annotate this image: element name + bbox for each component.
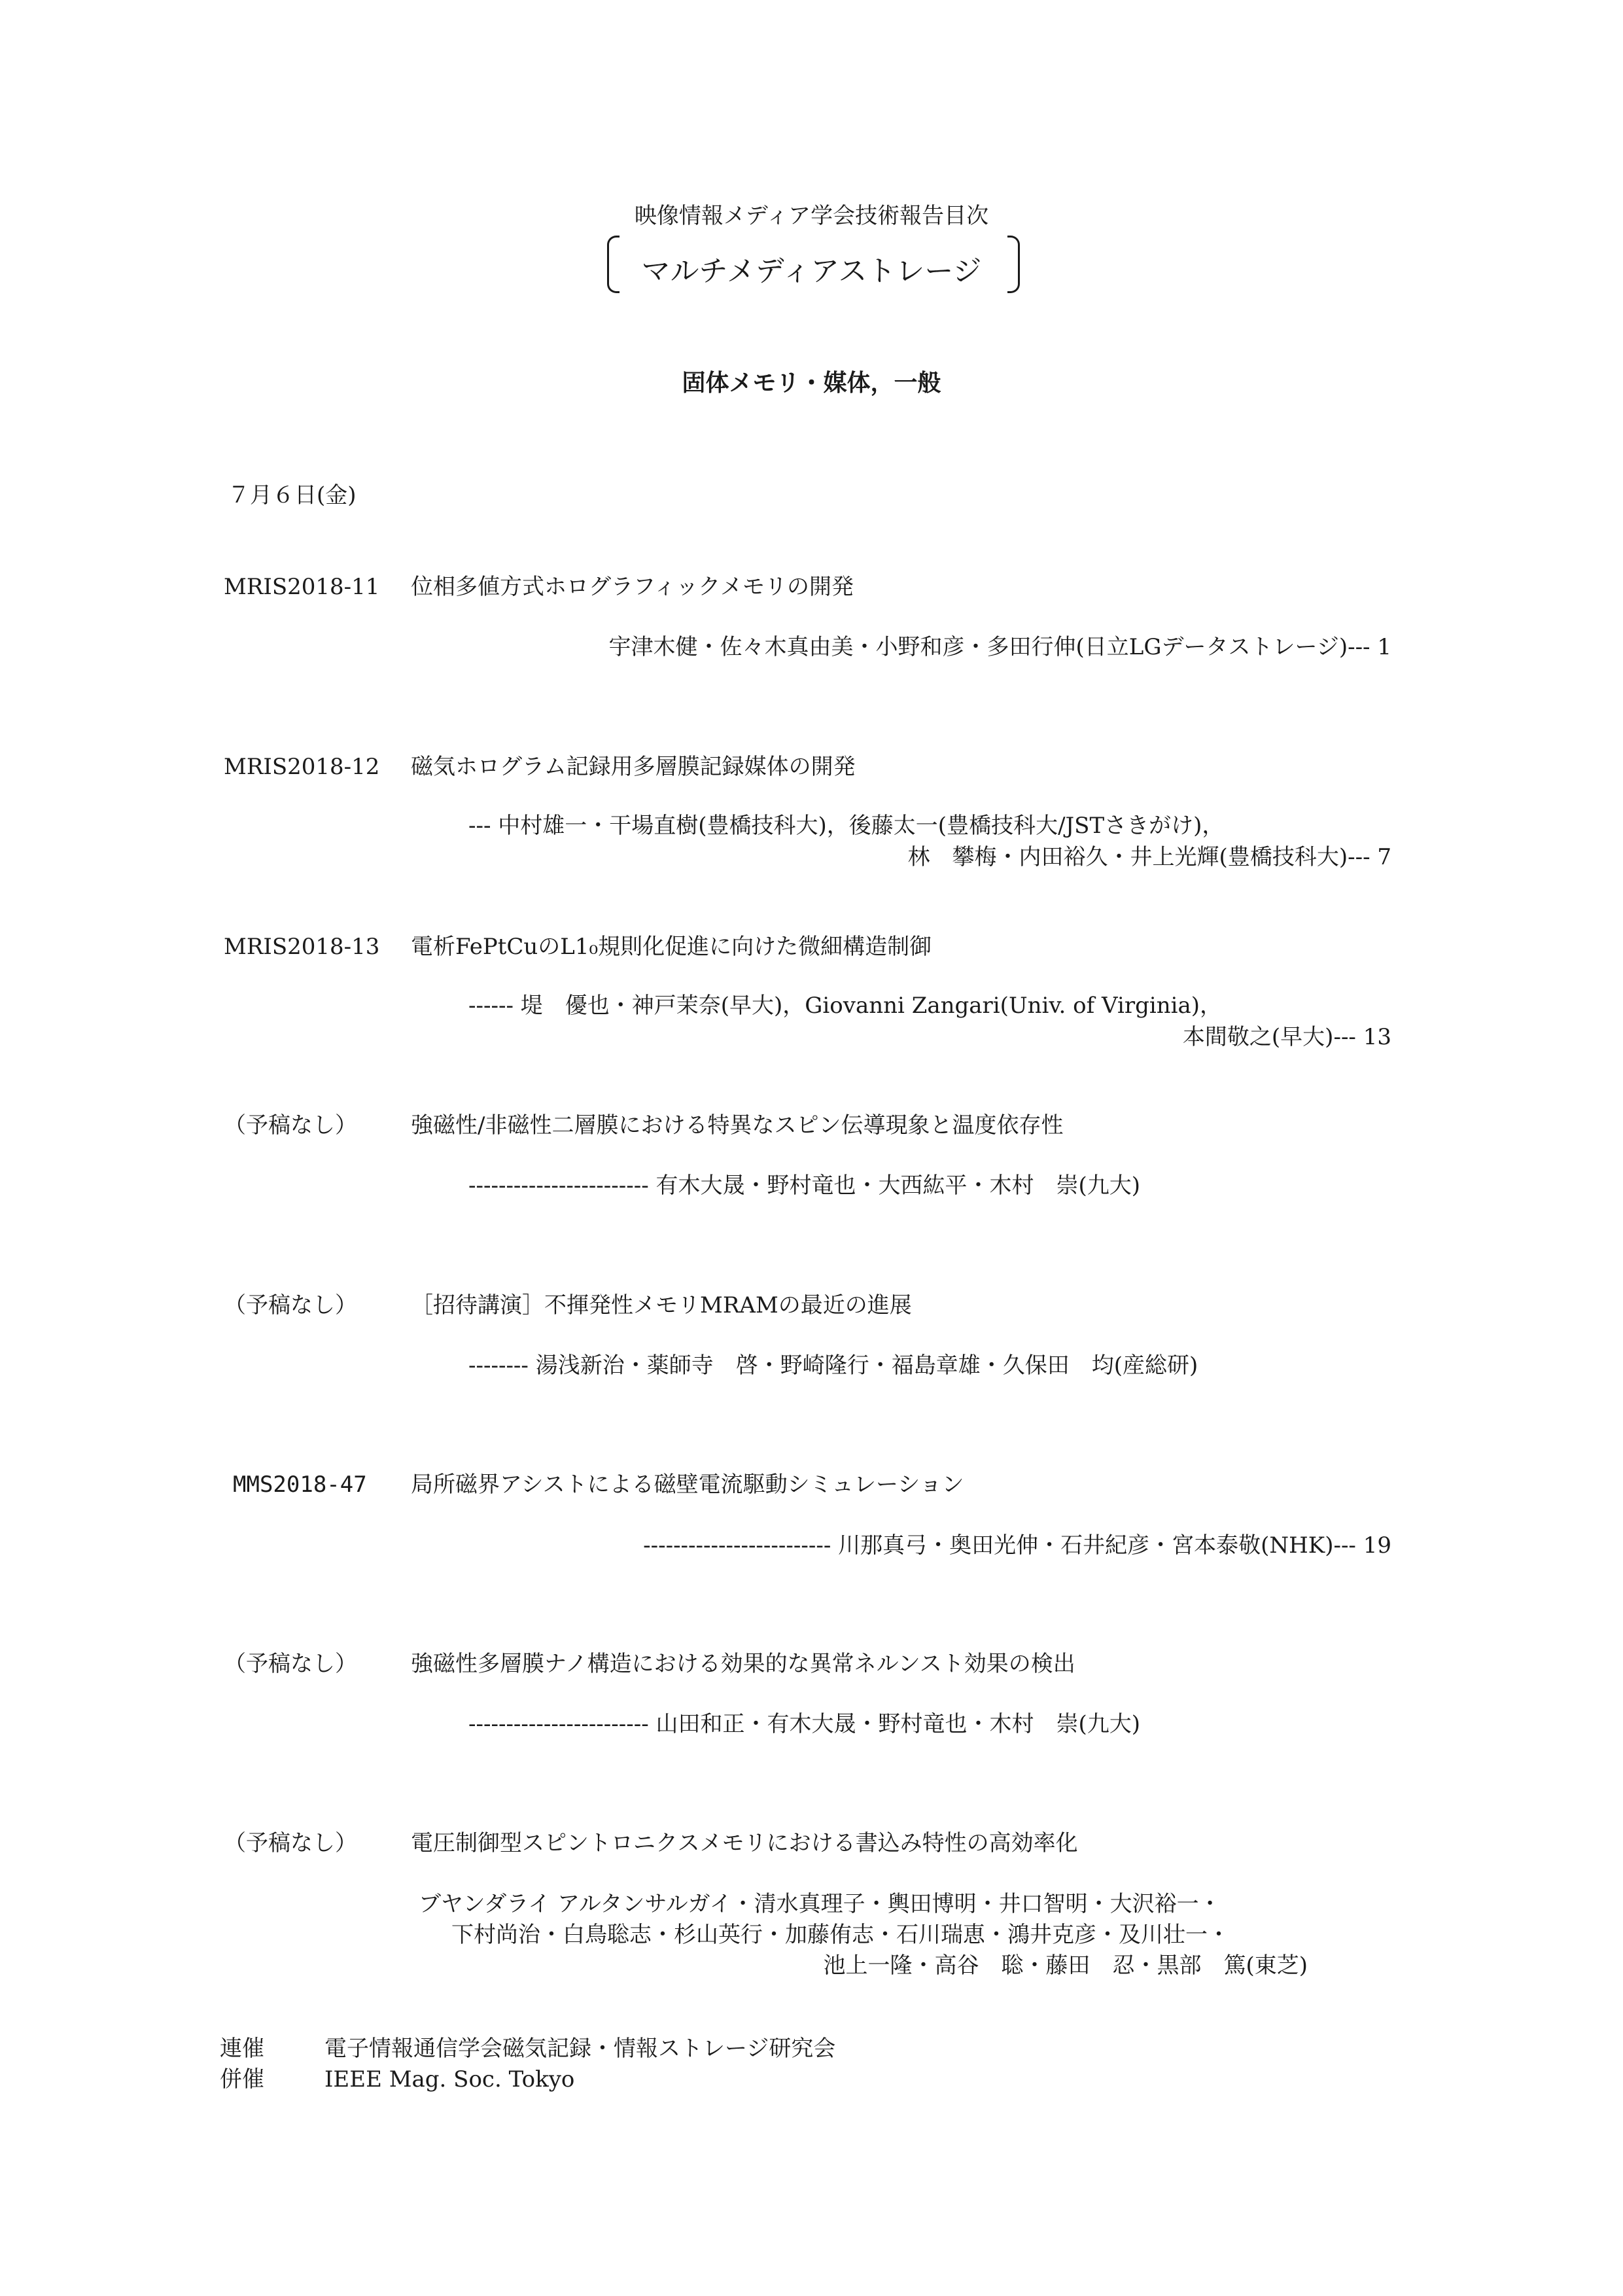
entry-authors: ブヤンダライ アルタンサルガイ・清水真理子・輿田博明・井口智明・大沢裕一・ [419, 1891, 1221, 1917]
entry-authors: 本間敬之(早大)--- 13 [1182, 1024, 1391, 1050]
cosponsor-row [220, 2034, 835, 2064]
entry-code: MRIS2018-13 [224, 934, 380, 960]
entry-authors: -------- 湯浅新治・薬師寺 啓・野崎隆行・福島章雄・久保田 均(産総研) [468, 1352, 1198, 1379]
entry-title: 局所磁界アシストによる磁壁電流駆動シミュレーション [411, 1472, 964, 1498]
entry-code: MRIS2018-11 [224, 574, 380, 600]
cosponsor-label: 併催 [220, 2066, 264, 2093]
entry-code: （予稿なし） [224, 1292, 357, 1318]
society-heading: 映像情報メディア学会技術報告目次 [634, 203, 989, 229]
session-date: ７月６日(金) [228, 482, 357, 508]
entry-title: 磁気ホログラム記録用多層膜記録媒体の開発 [411, 754, 856, 780]
entry-authors: ------ 堤 優也・神戸茉奈(早大)，Giovanni Zangari(Univ. of Virginia)， [468, 993, 1223, 1019]
entry-code: MRIS2018-12 [224, 754, 380, 780]
entry-code: （予稿なし） [224, 1651, 357, 1677]
entry-title: 位相多値方式ホログラフィックメモリの開発 [411, 574, 854, 600]
entry-authors: --- 中村雄一・干場直樹(豊橋技科大)，後藤太一(豊橋技科大/JSTさきがけ)， [468, 813, 1225, 839]
entry-title: 電析FePtCuのL1₀規則化促進に向けた微細構造制御 [411, 934, 932, 960]
entry-authors: 林 攀梅・内田裕久・井上光輝(豊橋技科大)--- 7 [907, 844, 1391, 870]
entry-title: 強磁性/非磁性二層膜における特異なスピン伝導現象と温度依存性 [411, 1112, 1064, 1139]
cosponsor-list [220, 2034, 835, 2095]
series-title: マルチメディアストレージ [641, 255, 982, 288]
entry-authors: ------------------------ 山田和正・有木大晟・野村竜也・木村 崇(九大) [468, 1711, 1141, 1737]
session-theme: 固体メモリ・媒体，一般 [682, 370, 941, 397]
entry-authors: 池上一隆・高谷 聡・藤田 忍・黒部 篤(東芝) [823, 1952, 1308, 1979]
cosponsor-name: IEEE Mag. Soc. Tokyo [324, 2066, 575, 2093]
cosponsor-row [220, 2064, 835, 2095]
cosponsor-name: 電子情報通信学会磁気記録・情報ストレージ研究会 [324, 2036, 836, 2062]
entry-title: 電圧制御型スピントロニクスメモリにおける書込み特性の高効率化 [411, 1830, 1078, 1856]
right-bracket [1007, 236, 1020, 293]
entry-authors: ------------------------ 有木大晟・野村竜也・大西紘平・木村 崇(九大) [468, 1173, 1141, 1199]
entry-code: （予稿なし） [224, 1112, 357, 1139]
entry-code: （予稿なし） [224, 1830, 357, 1856]
entry-title: 強磁性多層膜ナノ構造における効果的な異常ネルンスト効果の検出 [411, 1651, 1075, 1677]
cosponsor-label: 連催 [220, 2036, 264, 2062]
entry-authors: 下村尚治・白鳥聡志・杉山英行・加藤侑志・石川瑞恵・鴻井克彦・及川壮一・ [451, 1922, 1230, 1948]
entry-title: ［招待講演］不揮発性メモリMRAMの最近の進展 [411, 1292, 912, 1318]
entry-code: MMS2018-47 [233, 1472, 367, 1498]
entry-authors: ------------------------- 川那真弓・奥田光伸・石井紀彦・宮本泰敬(NHK)--- 19 [643, 1532, 1391, 1559]
entry-authors: 宇津木健・佐々木真由美・小野和彦・多田行伸(日立LGデータストレージ)--- 1 [608, 634, 1391, 660]
